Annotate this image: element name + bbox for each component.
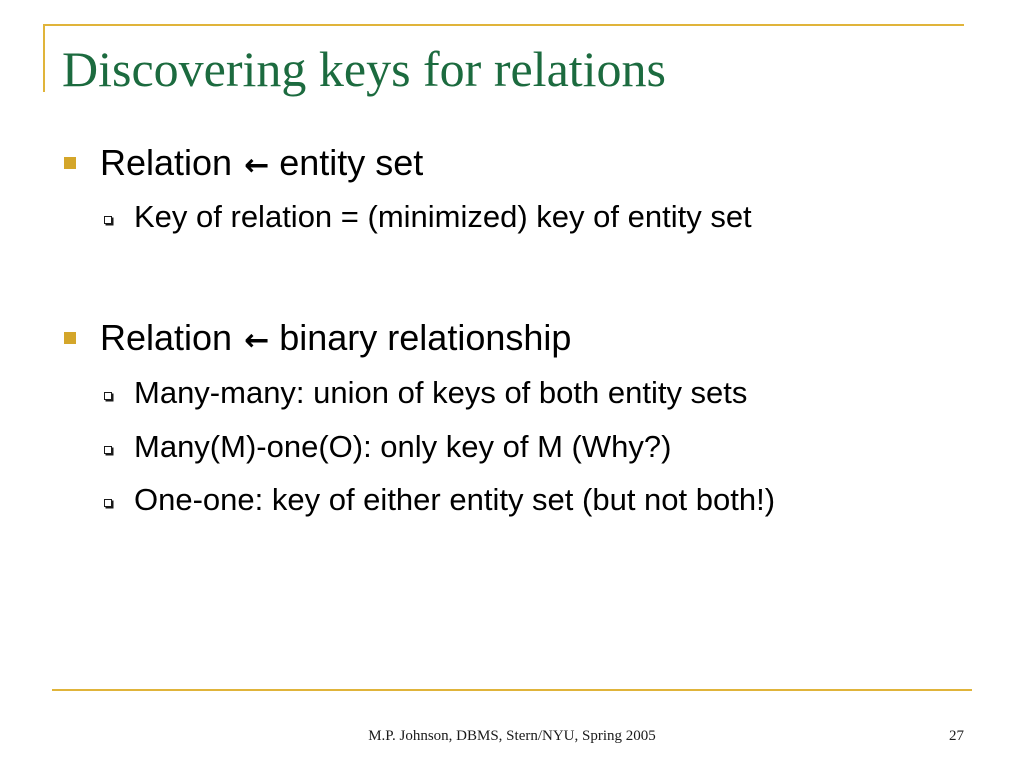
hollow-square-bullet-icon: [104, 392, 112, 400]
footer-text: M.P. Johnson, DBMS, Stern/NYU, Spring 2005: [368, 728, 656, 744]
frame-top-rule: [43, 24, 964, 26]
sub-bullet-text: Key of relation = (minimized) key of entity set: [134, 199, 752, 234]
bullet-suffix: entity set: [279, 142, 424, 183]
bullet-text: [100, 142, 423, 184]
left-arrow-icon: ←: [244, 148, 270, 183]
left-arrow-icon: ←: [244, 323, 270, 358]
page-number: 27: [949, 728, 964, 744]
bullet-suffix: binary relationship: [279, 317, 572, 358]
sub-bullet-text: Many(M)-one(O): only key of M (Why?): [134, 429, 672, 464]
square-bullet-icon: [64, 332, 76, 344]
bullet-prefix: Relation: [100, 142, 233, 183]
bullet-relation-entity-set: [64, 143, 423, 183]
footer-rule: [52, 689, 972, 691]
sub-bullet-many-many: [104, 376, 747, 410]
hollow-square-bullet-icon: [104, 446, 112, 454]
slide-title: Discovering keys for relations: [62, 41, 667, 97]
hollow-square-bullet-icon: [104, 499, 112, 507]
square-bullet-icon: [64, 157, 76, 169]
sub-bullet-text: Many-many: union of keys of both entity sets: [134, 375, 748, 410]
bullet-prefix: Relation: [100, 317, 233, 358]
sub-bullet-key-of-relation: [104, 200, 752, 234]
sub-bullet-one-one: [104, 483, 775, 517]
hollow-square-bullet-icon: [104, 216, 112, 224]
sub-bullet-text: One-one: key of either entity set (but not both!): [134, 482, 776, 517]
sub-bullet-many-one: [104, 430, 671, 464]
bullet-relation-binary-relationship: [64, 318, 571, 358]
bullet-text: [100, 317, 571, 359]
frame-left-rule: [43, 24, 45, 92]
